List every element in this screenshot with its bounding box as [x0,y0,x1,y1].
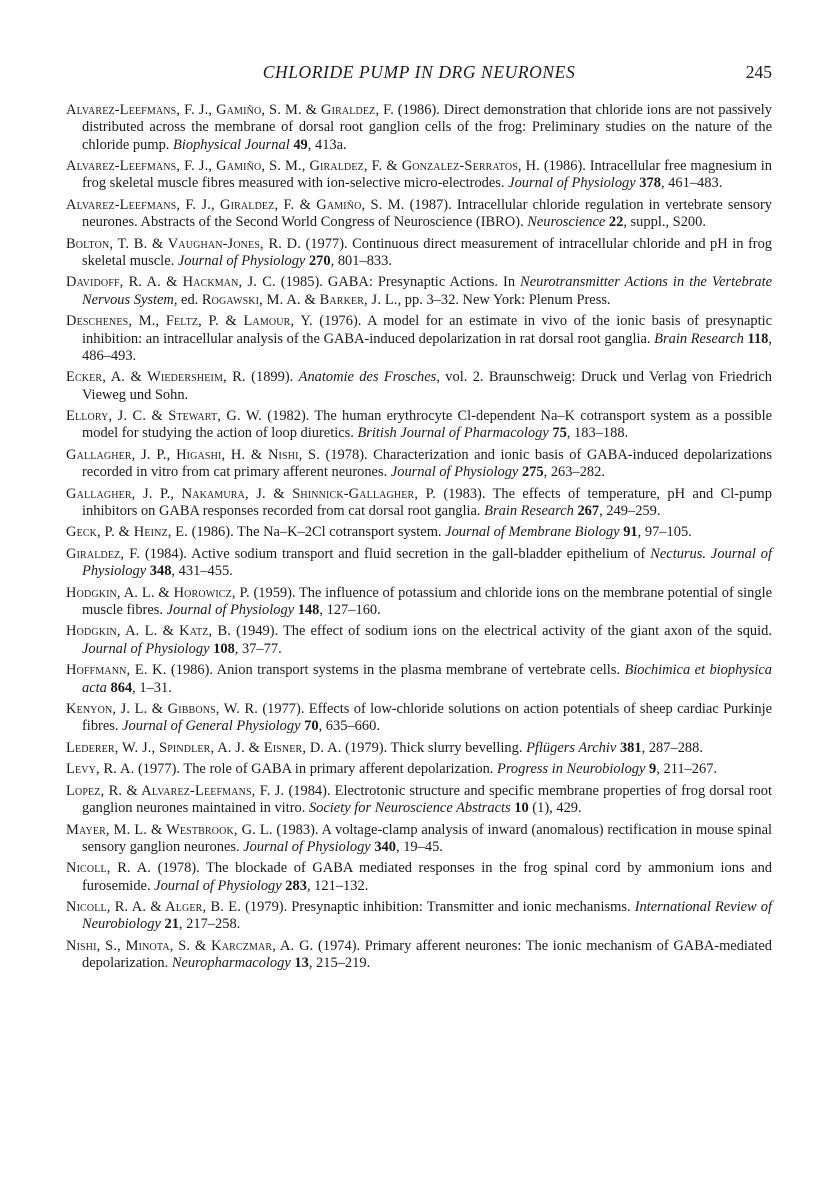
reference-item [66,783,772,818]
reference-journal: Brain Research [654,330,744,347]
reference-authors: Bolton, T. B. & Vaughan-Jones, R. D. [66,235,301,252]
reference-item [66,585,772,620]
reference-title: (1977). Effects of low-chloride solutions on action potentials of sheep cardiac Purkinje fibres. [82,701,773,735]
reference-item [66,447,772,482]
reference-journal: Neuropharmacology [171,955,291,972]
reference-authors: Kenyon, J. L. & Gibbons, W. R. [66,701,259,718]
reference-pages: , vol. 2. Braunschweig: Druck und Verlag von Friedrich Vieweg und Sohn. [82,369,772,403]
reference-journal: Journal of Physiology [243,838,371,855]
reference-volume: 22 [608,214,624,231]
reference-volume: 378 [639,175,661,192]
reference-authors: Davidoff, R. A. & Hackman, J. C. [66,274,276,291]
reference-item [66,236,772,271]
page [66,62,772,977]
reference-book-title: Anatomie des Frosches [298,369,437,386]
reference-authors: Nicoll, R. A. & Alger, B. E. [66,899,241,916]
reference-title: (1974). Primary afferent neurones: The ionic mechanism of GABA-mediated depolarization. [82,937,772,972]
reference-title: (1986). The Na–K–2Cl cotransport system. [187,524,446,541]
reference-pages: , 635–660. [318,718,380,735]
reference-volume: 381 [619,739,642,756]
reference-authors: Deschenes, M., Feltz, P. & Lamour, Y. [66,313,313,330]
reference-volume: 148 [297,601,320,618]
reference-journal: Neuroscience [527,214,606,231]
reference-journal: Biophysical Journal [173,136,290,153]
reference-pages: , 127–160. [319,601,381,618]
reference-item [66,860,772,895]
reference-item [66,408,772,443]
reference-title: (1982). The human erythrocyte Cl-dependent Na–K cotransport system as a possible model for studying the action of loop diuretics. [82,408,772,442]
reference-authors: Levy, R. A. [66,761,135,778]
reference-item [66,938,772,973]
reference-pages: , 263–282. [543,464,605,481]
reference-authors: Alvarez-Leefmans, F. J., Giraldez, F. & Gamiño, S. M. [66,196,405,213]
reference-title: (1984). Electrotonic structure and specific membrane properties of frog dorsal root ganglion neurones maintained in vitro. [82,782,772,817]
reference-item [66,623,772,658]
reference-volume: 21 [164,916,179,933]
reference-journal: Biochimica et biophysica acta [82,662,772,696]
reference-authors: Ecker, A. & Wiedersheim, R. [66,369,246,386]
reference-title: (1899). [245,369,299,386]
reference-editor-prefix: , ed. [173,291,202,308]
reference-item [66,313,772,365]
reference-volume: 91 [623,524,638,541]
reference-volume: 348 [149,563,172,580]
reference-item [66,822,772,857]
reference-title: (1949). The effect of sodium ions on the electrical activity of the giant axon of the squid. [231,623,772,640]
reference-pages: , 287–288. [641,739,703,756]
reference-authors: Lederer, W. J., Spindler, A. J. & Eisner, D. A. [66,739,342,756]
reference-authors: Hoffmann, E. K. [66,662,167,679]
reference-pages: , 249–259. [599,502,661,519]
reference-title: (1978). Characterization and ionic basis of GABA-induced depolarizations recorded in vitro from cat primary afferent neurones. [82,446,773,481]
reference-pages: , suppl., S200. [623,214,706,231]
reference-title: (1959). The influence of potassium and chloride ions on the membrane potential of single muscle fibres. [82,584,772,618]
reference-volume: 283 [285,877,307,894]
reference-authors: Hodgkin, A. L. & Horowicz, P. [66,584,250,601]
reference-journal: Journal of Physiology [508,175,636,192]
reference-pages: , 121–132. [306,877,369,894]
reference-journal: Journal of Physiology [177,252,306,269]
reference-pages: , 486–493. [82,330,773,364]
reference-title: (1986). Intracellular free magnesium in frog skeletal muscle fibres measured with ion-selective micro-electrodes. [82,158,772,192]
reference-item [66,761,772,778]
reference-authors: Ellory, J. C. & Stewart, G. W. [66,408,263,425]
reference-volume: 49 [293,136,308,153]
reference-pages: , 97–105. [637,524,692,541]
reference-authors: Geck, P. & Heinz, E. [66,524,188,541]
reference-journal: Journal of Physiology [166,601,295,618]
reference-item [66,899,772,934]
reference-authors: Gallagher, J. P., Nakamura, J. & Shinnick-Gallagher, P. [66,485,436,502]
reference-journal: Necturus. Journal of Physiology [82,545,772,580]
reference-journal: Journal of Physiology [390,464,519,481]
reference-title: (1983). The effects of temperature, pH and Cl-pump inhibitors on GABA responses recorded from cat dorsal root ganglia. [82,485,772,519]
reference-title: (1978). The blockade of GABA mediated responses in the frog spinal cord by ammonium ions and furosemide. [82,860,773,894]
reference-authors: Alvarez-Leefmans, F. J., Gamiño, S. M. & Giraldez, F. [66,102,394,118]
reference-volume: 75 [552,425,567,442]
reference-editors: Rogawski, M. A. & Barker, J. L. [201,291,398,308]
reference-item [66,701,772,736]
reference-item [66,486,772,521]
reference-pages: , 801–833. [330,252,392,269]
reference-authors: Nicoll, R. A. [66,860,152,877]
reference-authors: Nishi, S., Minota, S. & Karczmar, A. G. [66,937,314,954]
reference-volume: 864 [110,679,133,696]
reference-volume: 9 [649,761,657,778]
reference-authors: Gallagher, J. P., Higashi, H. & Nishi, S. [66,446,320,463]
reference-item [66,546,772,581]
reference-volume: 340 [374,838,396,855]
reference-pages: , pp. 3–32. New York: Plenum Press. [397,291,611,308]
reference-title: (1979). Thick slurry bevelling. [341,739,527,756]
reference-pages: , 217–258. [178,916,241,933]
reference-title: (1986). Direct demonstration that chloride ions are not passively distributed across the membrane of dorsal root ganglion cells of the frog: Preliminary studies on the nature of the chloride pump. [82,102,772,153]
reference-title: (1977). Continuous direct measurement of intracellular chloride and pH in frog skeletal muscle. [82,235,773,269]
reference-title: (1986). Anion transport systems in the plasma membrane of vertebrate cells. [166,662,625,679]
reference-volume: 270 [308,252,331,269]
reference-journal: Society for Neuroscience Abstracts [308,800,511,817]
reference-title: (1977). The role of GABA in primary afferent depolarization. [134,761,498,778]
reference-title: (1976). A model for an estimate in vivo of the ionic basis of presynaptic inhibition: an intracellular analysis of the GABA-induced depolarization in rat dorsal root ganglia. [82,313,773,347]
reference-pages: , 413a. [307,136,347,153]
reference-pages: , 431–455. [171,563,233,580]
reference-item [66,158,772,193]
reference-journal: Journal of Membrane Biology [445,524,620,541]
reference-journal: Journal of General Physiology [122,718,301,735]
running-title: CHLORIDE PUMP IN DRG NEURONES [262,62,576,82]
page-header [66,62,772,88]
reference-journal: Journal of Physiology [82,640,210,657]
reference-item [66,369,772,404]
reference-journal: International Review of Neurobiology [82,899,772,933]
reference-pages: , 215–219. [308,955,371,972]
reference-volume: 275 [521,464,544,481]
reference-title: (1983). A voltage-clamp analysis of inward (anomalous) rectification in mouse spinal sensory ganglion neurones. [82,821,772,855]
reference-title: (1985). GABA: Presynaptic Actions. In [275,274,521,291]
reference-authors: Giraldez, F. [66,545,141,562]
reference-pages: , 211–267. [656,761,718,778]
reference-title: (1984). Active sodium transport and fluid secretion in the gall-bladder epithelium of [140,545,651,562]
reference-item [66,662,772,697]
reference-item [66,524,772,541]
reference-pages: (1), 429. [528,800,582,817]
reference-volume: 108 [213,640,235,657]
reference-authors: Lopez, R. & Alvarez-Leefmans, F. J. [66,782,285,799]
reference-volume: 10 [514,800,529,817]
reference-authors: Alvarez-Leefmans, F. J., Gamiño, S. M., Giraldez, F. & Gonzalez-Serratos, H. [66,158,540,175]
reference-pages: , 1–31. [132,679,172,696]
reference-item [66,740,772,757]
reference-item [66,102,772,154]
reference-book-title: Neurotransmitter Actions in the Vertebrate Nervous System [82,274,773,308]
reference-pages: , 461–483. [660,175,723,192]
reference-journal: Pflügers Archiv [526,739,617,756]
reference-volume: 118 [747,330,769,347]
reference-item [66,197,772,232]
reference-title: (1979). Presynaptic inhibition: Transmitter and ionic mechanisms. [241,899,635,916]
reference-pages: , 37–77. [234,640,282,657]
page-number: 245 [745,62,772,82]
reference-journal: Progress in Neurobiology [497,761,646,778]
reference-authors: Hodgkin, A. L. & Katz, B. [66,623,232,640]
reference-volume: 267 [577,502,600,519]
reference-volume: 13 [294,955,309,972]
reference-journal: Brain Research [484,502,574,519]
reference-journal: Journal of Physiology [154,877,282,894]
reference-list [66,102,772,972]
reference-journal: British Journal of Pharmacology [357,425,549,442]
reference-authors: Mayer, M. L. & Westbrook, G. L. [66,821,273,838]
reference-pages: , 19–45. [395,838,443,855]
reference-item [66,274,772,309]
reference-volume: 70 [304,718,319,735]
reference-title: (1987). Intracellular chloride regulation in vertebrate sensory neurones. Abstracts of the Second World Congress of Neuroscience (IBRO). [82,196,772,231]
reference-pages: , 183–188. [566,425,629,442]
